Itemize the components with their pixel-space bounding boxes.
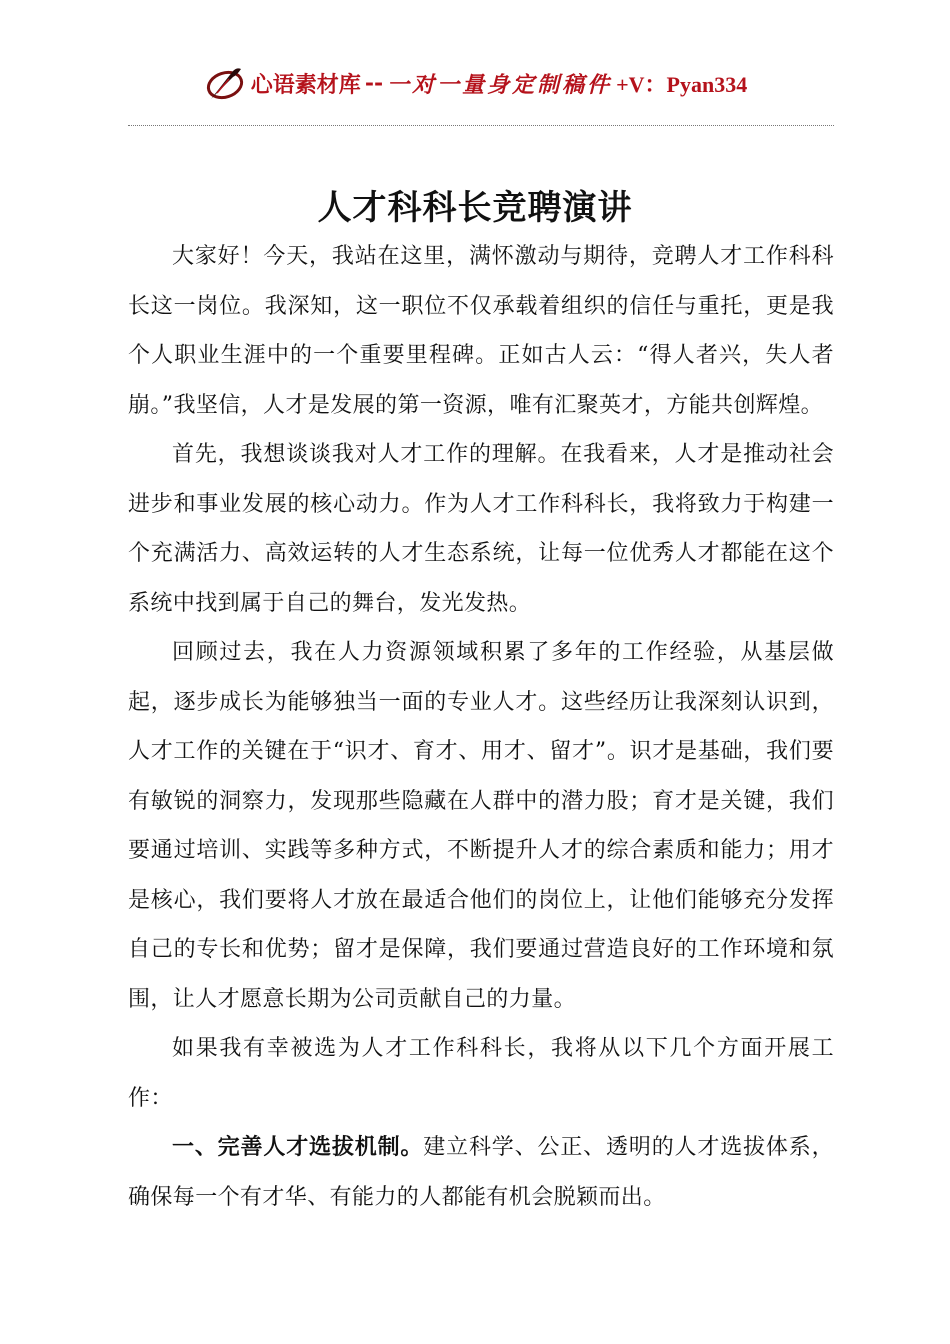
- brand-slogan: 一对一量身定制稿件: [387, 71, 613, 98]
- document-body: [128, 232, 834, 1222]
- brand-contact: +V：Pyan334: [616, 71, 748, 97]
- document-title: 人才科科长竞聘演讲: [317, 188, 633, 228]
- point-1-heading: 一、完善人才选拔机制。: [172, 1134, 424, 1160]
- paragraph-experience: 回顾过去，我在人力资源领域积累了多年的工作经验，从基层做起，逐步成长为能够独当一面的专业人才。这些经历让我深刻认识到，人才工作的关键在于“识才、育才、用才、留才”。识才是基础，我们要有敏锐的洞察力，发现那些隐藏在人群中的潜力股；育才是关键，我们要通过培训、实践等多种方式，不断提升人才的综合素质和能力；用才是核心，我们要将人才放在最适合他们的岗位上，让他们能够充分发挥自己的专长和优势；留才是保障，我们要通过营造良好的工作环境和氛围，让人才愿意长期为公司贡献自己的力量。: [128, 640, 834, 1012]
- paragraph-plan-intro: 如果我有幸被选为人才工作科科长，我将从以下几个方面开展工作：: [128, 1036, 834, 1111]
- brand-dash: --: [364, 70, 384, 96]
- paragraph-understanding: 首先，我想谈谈我对人才工作的理解。在我看来，人才是推动社会进步和事业发展的核心动力。作为人才工作科科长，我将致力于构建一个充满活力、高效运转的人才生态系统，让每一位优秀人才都能在这个系统中找到属于自己的舞台，发光发热。: [128, 442, 834, 616]
- header-divider: [128, 125, 834, 126]
- point-1-text: 建立科学、公正、透明的人才选拔体系，确保每一个有才华、有能力的人都能有机会脱颖而出。: [128, 1135, 835, 1210]
- page-header: [0, 58, 950, 108]
- brand: [203, 63, 747, 103]
- brand-name: 心语素材库: [250, 71, 361, 98]
- paragraph-intro: 大家好！今天，我站在这里，满怀激动与期待，竞聘人才工作科科长这一岗位。我深知，这一职位不仅承载着组织的信任与重托，更是我个人职业生涯中的一个重要里程碑。正如古人云：“得人者兴，失人者崩。”我坚信，人才是发展的第一资源，唯有汇聚英才，方能共创辉煌。: [128, 244, 834, 418]
- paragraph-point-1: [128, 1123, 834, 1222]
- quill-logo-icon: [203, 63, 247, 103]
